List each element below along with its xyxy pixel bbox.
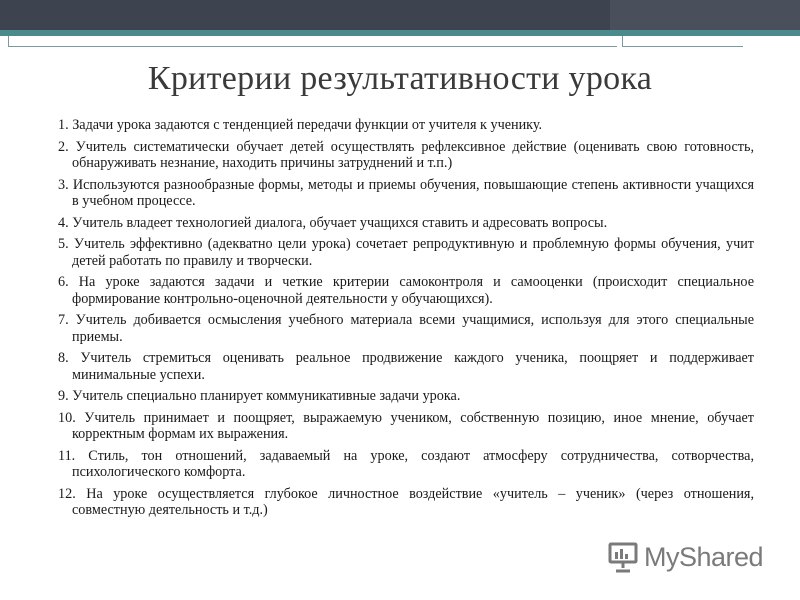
list-item: 1. Задачи урока задаются с тенденцией передачи функции от учителя к ученику. [58,117,543,133]
list-item: 2. Учитель систематически обучает детей осуществлять рефлексивное действие (оценивать свою готовность, обнаруживать незнание, находить причины затруднений и т.п.) [58,138,754,171]
list-item: 5. Учитель эффективно (адекватно цели урока) сочетает репродуктивную и проблемную формы обучения, учит детей работать по правилу и творчески. [58,236,754,269]
frame-line-right [622,36,743,47]
header-bar-accent [610,0,800,30]
list-item: 7. Учитель добивается осмысления учебного материала всеми учащимися, используя для этого специальные приемы. [58,312,754,345]
frame-line-left [8,36,617,47]
list-item: 9. Учитель специально планирует коммуникативные задачи урока. [58,388,461,404]
list-item: 6. На уроке задаются задачи и четкие критерии самоконтроля и самооценки (происходит специальное формирование контрольно-оценочной деятельности у обучающихся). [58,274,754,307]
list-item: 8. Учитель стремиться оценивать реальное продвижение каждого ученика, поощряет и поддерживает минимальные успехи. [58,350,754,383]
logo-text: MyShared [644,541,764,572]
slide-title: Критерии результативности урока [147,60,653,97]
presentation-board-icon [606,540,640,574]
accent-line-gap-right [750,36,800,39]
list-item: 3. Используются разнообразные формы, методы и приемы обучения, повышающие степень активности учащихся в учебном процессе. [58,176,754,209]
list-item: 10. Учитель принимает и поощряет, выражаемую учеником, собственную позицию, иное мнение, обучает корректным формам их выражения. [58,409,754,442]
criteria-list [58,117,754,524]
list-item: 11. Стиль, тон отношений, задаваемый на уроке, создают атмосферу сотрудничества, сотворчества, психологического комфорта. [58,447,754,480]
myshared-logo[interactable] [606,540,763,574]
list-item: 4. Учитель владеет технологией диалога, обучает учащихся ставить и адресовать вопросы. [58,214,608,231]
list-item: 12. На уроке осуществляется глубокое личностное воздействие «учитель – ученик» (через отношения, совместную деятельность и т.д.) [58,485,754,518]
